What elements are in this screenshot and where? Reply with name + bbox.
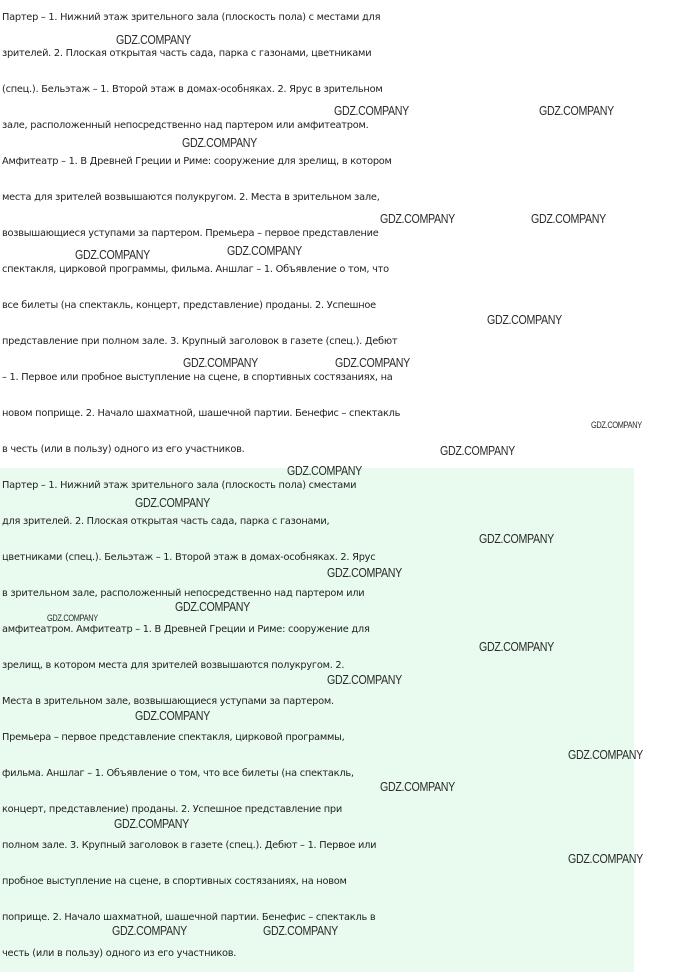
text-line: Амфитеатр – 1. В Древней Греции и Риме: сооружение для зрелищ, в котором: [2, 156, 392, 167]
text-line: зрителей. 2. Плоская открытая часть сада, парка с газонами, цветниками: [2, 48, 372, 59]
original-text-block: [0, 0, 680, 468]
watermark: GDZ.COMPANY: [335, 355, 410, 370]
text-line: Партер – 1. Нижний этаж зрительного зала (плоскость пола) сместами: [2, 480, 357, 491]
text-line: в зрительном зале, расположенный непосредственно над партером или: [2, 588, 365, 599]
text-line: – 1. Первое или пробное выступление на сцене, в спортивных состязаниях, на: [2, 372, 393, 383]
watermark: GDZ.COMPANY: [327, 565, 402, 580]
watermark: GDZ.COMPANY: [479, 531, 554, 546]
watermark: GDZ.COMPANY: [182, 135, 257, 150]
text-line: зрелищ, в котором места для зрителей возвышаются полукругом. 2.: [2, 660, 345, 671]
watermark: GDZ.COMPANY: [380, 779, 455, 794]
watermark: GDZ.COMPANY: [75, 247, 150, 262]
text-line: все билеты (на спектакль, концерт, представление) проданы. 2. Успешное: [2, 300, 376, 311]
watermark: GDZ.COMPANY: [380, 211, 455, 226]
text-line: поприще. 2. Начало шахматной, шашечной партии. Бенефис – спектакль в: [2, 912, 376, 923]
text-line: Премьера – первое представление спектакля, цирковой программы,: [2, 732, 345, 743]
text-line: Места в зрительном зале, возвышающиеся уступами за партером.: [2, 696, 334, 707]
text-line: честь (или в пользу) одного из его участников.: [2, 948, 237, 959]
watermark: GDZ.COMPANY: [47, 613, 98, 623]
watermark: GDZ.COMPANY: [568, 851, 643, 866]
watermark: GDZ.COMPANY: [116, 32, 191, 47]
watermark: GDZ.COMPANY: [183, 355, 258, 370]
text-line: пробное выступление на сцене, в спортивных состязаниях, на новом: [2, 876, 347, 887]
watermark: GDZ.COMPANY: [334, 103, 409, 118]
text-line: новом поприще. 2. Начало шахматной, шашечной партии. Бенефис – спектакль: [2, 408, 401, 419]
watermark: GDZ.COMPANY: [175, 599, 250, 614]
watermark: GDZ.COMPANY: [114, 816, 189, 831]
watermark: GDZ.COMPANY: [327, 672, 402, 687]
watermark: GDZ.COMPANY: [531, 211, 606, 226]
watermark: GDZ.COMPANY: [568, 747, 643, 762]
watermark: GDZ.COMPANY: [263, 923, 338, 938]
watermark: GDZ.COMPANY: [487, 312, 562, 327]
watermark: GDZ.COMPANY: [479, 639, 554, 654]
watermark: GDZ.COMPANY: [539, 103, 614, 118]
text-line: места для зрителей возвышаются полукругом. 2. Места в зрительном зале,: [2, 192, 380, 203]
text-line: (спец.). Бельэтаж – 1. Второй этаж в домах-особняках. 2. Ярус в зрительном: [2, 84, 383, 95]
text-line: представление при полном зале. 3. Крупный заголовок в газете (спец.). Дебют: [2, 336, 398, 347]
text-line: возвышающиеся уступами за партером. Премьера – первое представление: [2, 228, 379, 239]
text-line: полном зале. 3. Крупный заголовок в газете (спец.). Дебют – 1. Первое или: [2, 840, 377, 851]
text-line: фильма. Аншлаг – 1. Объявление о том, что все билеты (на спектакль,: [2, 768, 354, 779]
text-line: Партер – 1. Нижний этаж зрительного зала (плоскость пола) с местами для: [2, 12, 381, 23]
text-line: зале, расположенный непосредственно над партером или амфитеатром.: [2, 120, 369, 131]
text-line: спектакля, цирковой программы, фильма. Аншлаг – 1. Объявление о том, что: [2, 264, 389, 275]
watermark: GDZ.COMPANY: [135, 708, 210, 723]
watermark: GDZ.COMPANY: [287, 463, 362, 478]
watermark: GDZ.COMPANY: [440, 443, 515, 458]
text-line: для зрителей. 2. Плоская открытая часть сада, парка с газонами,: [2, 516, 330, 527]
text-line: цветниками (спец.). Бельэтаж – 1. Второй этаж в домах-особняках. 2. Ярус: [2, 552, 376, 563]
watermark: GDZ.COMPANY: [135, 495, 210, 510]
watermark: GDZ.COMPANY: [591, 420, 642, 430]
text-line: концерт, представление) проданы. 2. Успешное представление при: [2, 804, 342, 815]
text-line: амфитеатром. Амфитеатр – 1. В Древней Греции и Риме: сооружение для: [2, 624, 370, 635]
answer-text-block: [0, 468, 634, 972]
text-line: в честь (или в пользу) одного из его участников.: [2, 444, 245, 455]
watermark: GDZ.COMPANY: [112, 923, 187, 938]
watermark: GDZ.COMPANY: [227, 243, 302, 258]
